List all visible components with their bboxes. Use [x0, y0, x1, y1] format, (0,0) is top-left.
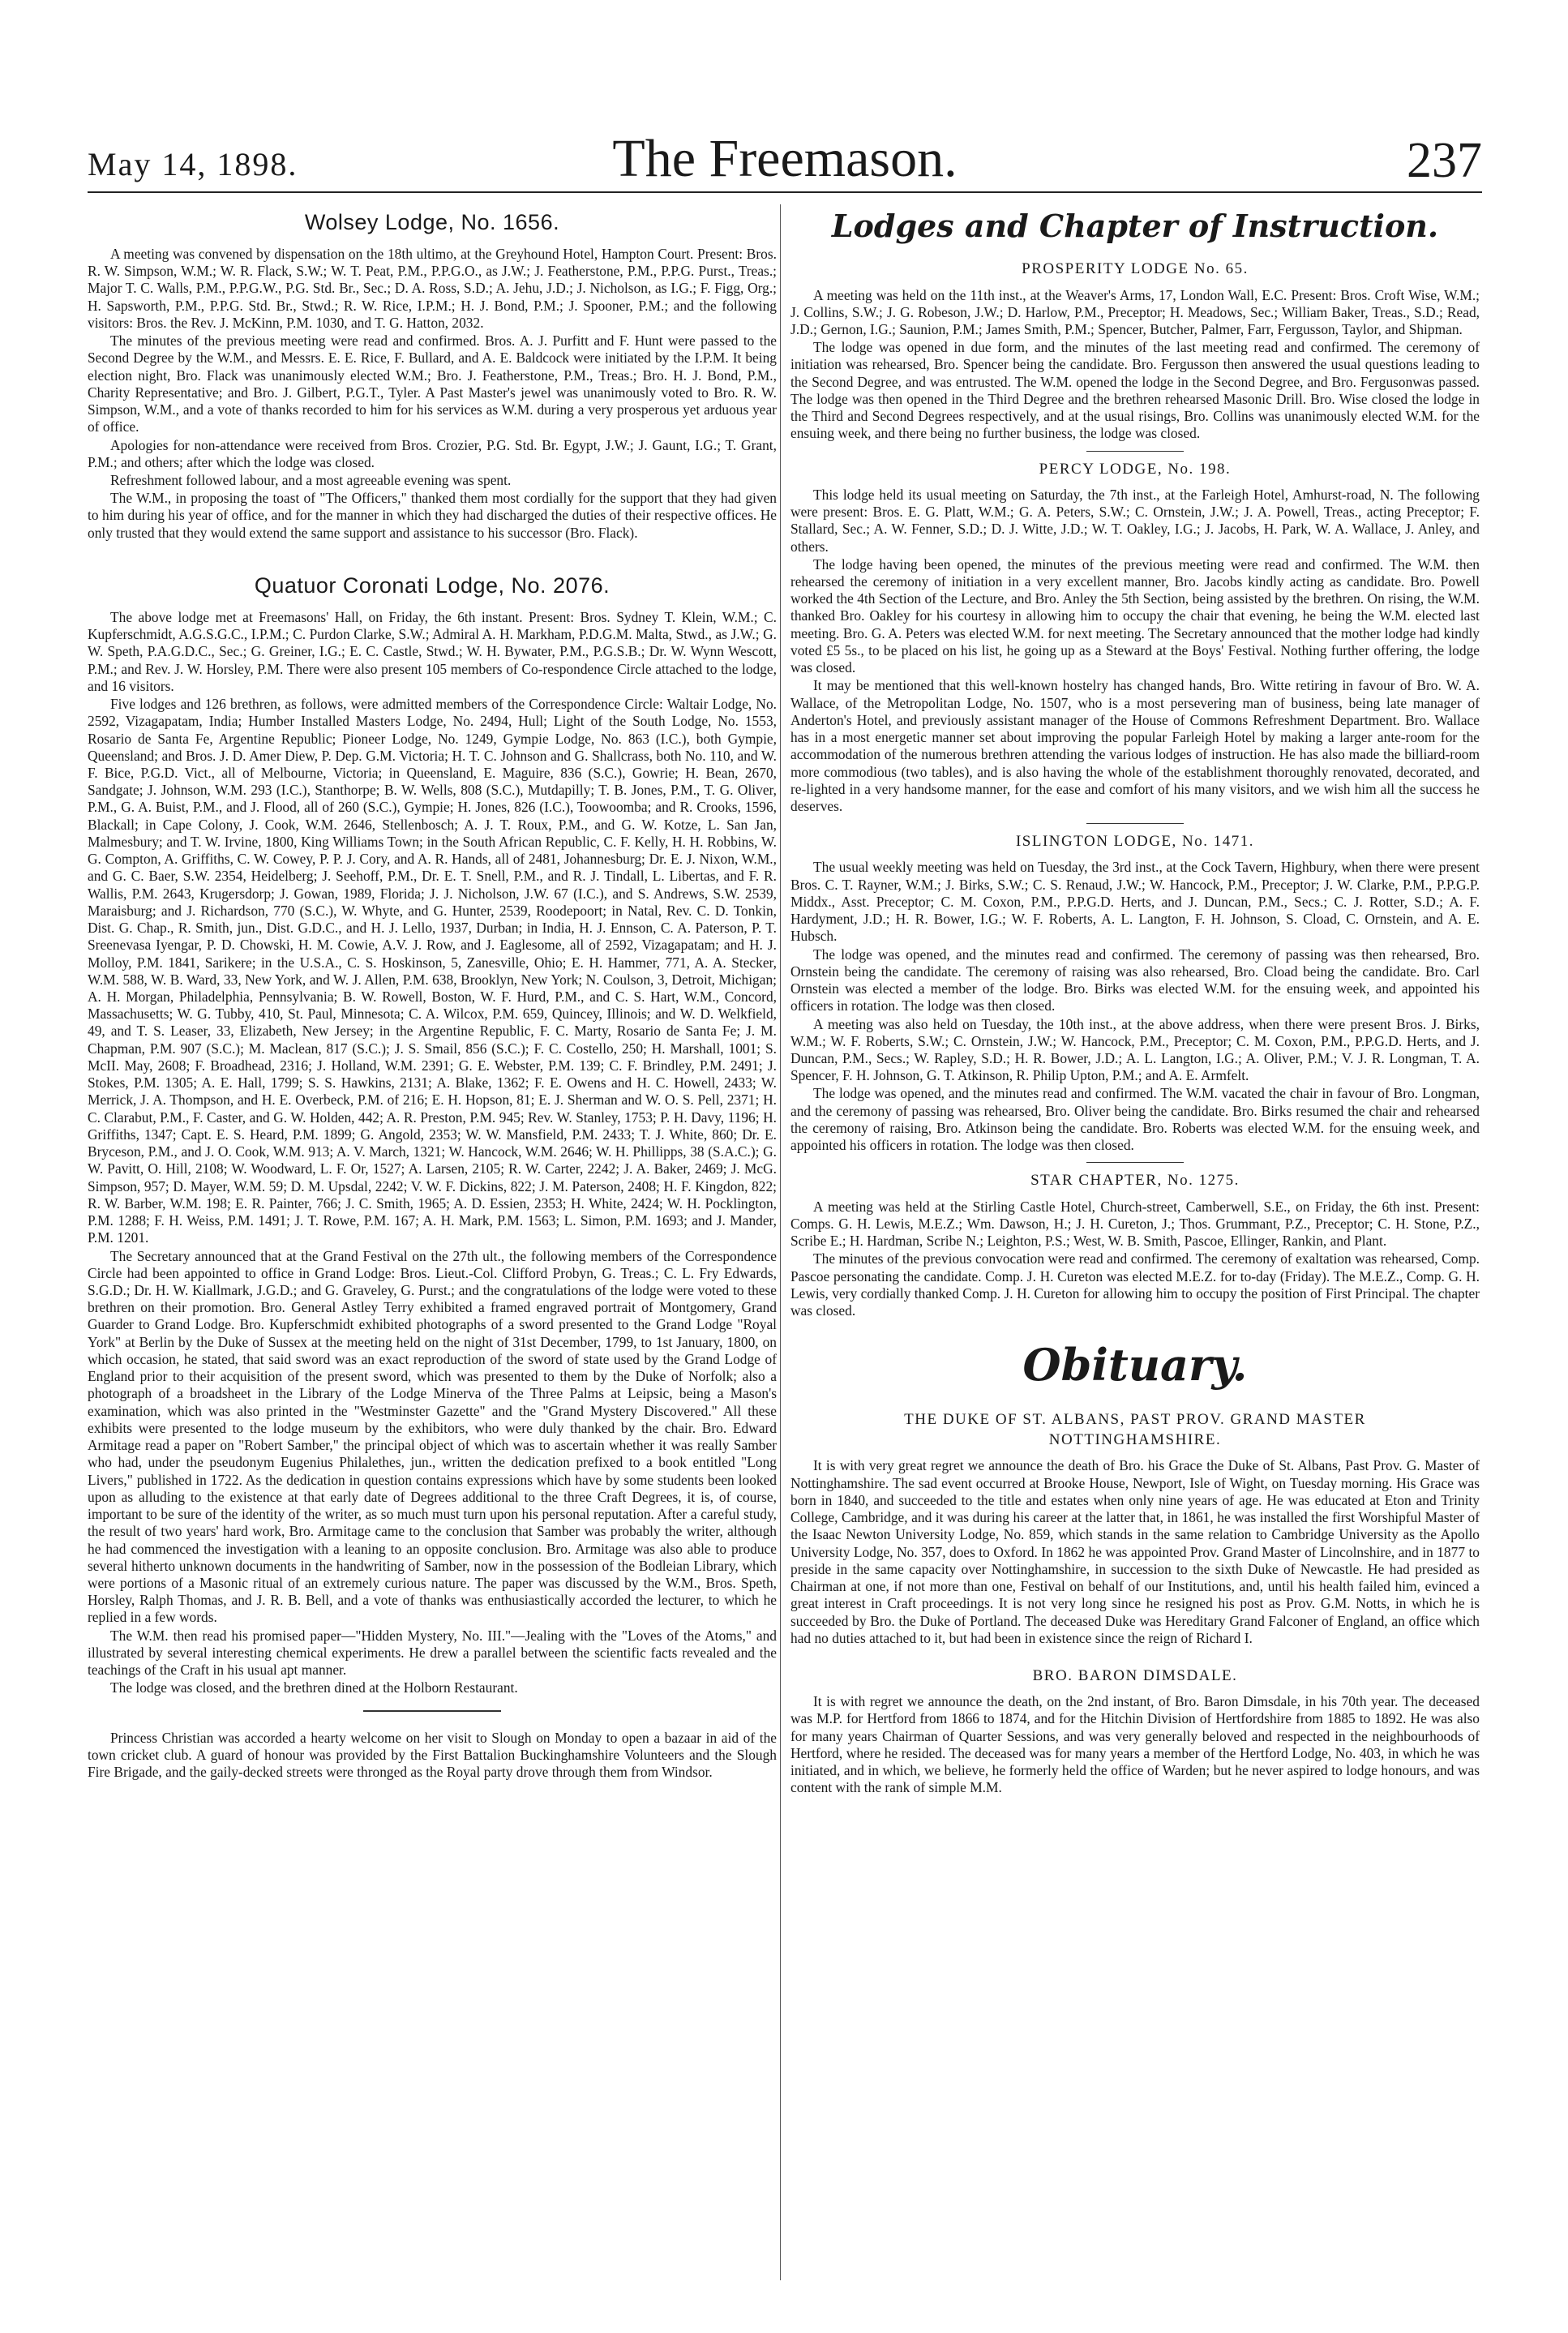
baron-obituary-paragraph: It is with regret we announce the death, on the 2nd instant, of Bro. Baron Dimsdale, in his 70th year. The deceased was M.P. for Hertford from 1866 to 1874, and for the Hitchin Division of Hertfordshire from 1885 to 1892. He was also for many years Chairman of Quarter Sessions, and was very generally beloved and respected in the neighbourhoods of Hertford, where he resided. The deceased was for many years a member of the Hertford Lodge, No. 403, in which he was initiated, and in which, we believe, he formerly held the office of Warden; but he never aspired to lodge honours, and was content with the rank of simple M.M. — [790, 1693, 1480, 1796]
star-paragraph: The minutes of the previous convocation were read and confirmed. The ceremony of exaltation was rehearsed, Comp. Pascoe personating the candidate. Comp. J. H. Cureton was elected M.E.Z. for to-day (Friday). The M.E.Z., Comp. G. H. Lewis, very cordially thanked Comp. J. H. Cureton for allowing him to occupy the position of First Principal. The chapter was closed. — [790, 1250, 1480, 1319]
quatuor-coronati-title: Quatuor Coronati Lodge, No. 2076. — [254, 573, 610, 598]
header-rule — [88, 191, 1482, 193]
percy-paragraph: The lodge having been opened, the minutes of the previous meeting were read and confirmed. The W.M. then rehearsed the ceremony of initiation in a very excellent manner, Bro. Jacobs kindly acting as candidate. Bro. Powell worked the 4th Section of the Lecture, and Bro. Anley the 5th Section, being assisted by the brethren. On rising, the W.M. thanked Bro. Oakley for his courtesy in allowing him to occupy the chair that evening, he being the W.M. elected last meeting. Bro. G. A. Peters was elected W.M. for next meeting. The Secretary announced that the mother lodge had kindly voted £5 5s., to be placed on his list, he going up as a Steward at the Boys' Festival. Nothing further offering, the lodge was closed. — [790, 555, 1480, 676]
duke-title-line1: THE DUKE OF ST. ALBANS, PAST PROV. GRAND MASTER — [904, 1411, 1366, 1429]
wolsey-paragraph: Apologies for non-attendance were received from Bros. Crozier, P.G. Std. Br. Egypt, J.W.; J. Gaunt, I.G.; T. Grant, P.M.; and others; after which the lodge was closed. — [88, 436, 777, 470]
prosperity-paragraph: A meeting was held on the 11th inst., at the Weaver's Arms, 17, London Wall, E.C. Present: Bros. Croft Wise, W.M.; J. Collins, S.W.; J. G. Robeson, J.W.; D. Harlow, P.M., Preceptor; H. Meadows, Sec.; William Baker, Treas., S.D.; Read, J.D.; Gernon, I.G.; Saunion, P.M.; James Smith, P.M.; Spencer, Butcher, Palmer, Farr, Fergusson, Taylor, and Shipman. — [790, 286, 1480, 337]
percy-paragraph: This lodge held its usual meeting on Saturday, the 7th inst., at the Farleigh Hotel, Amhurst-road, N. The following were present: Bros. E. G. Platt, W.M.; G. A. Peters, S.W.; C. Ornstein, J.W.; J. A. Powell, Treas., acting Preceptor; F. Stallard, Sec.; A. W. Fenner, S.D.; D. J. Witte, J.D.; W. T. Oakley, I.G.; J. Jacobs, H. Park, W. A. Wallace, J. Anley, and others. — [790, 486, 1480, 555]
wolsey-lodge-title: Wolsey Lodge, No. 1656. — [304, 210, 560, 234]
wolsey-paragraph: The W.M., in proposing the toast of "The Officers," thanked them most cordially for the support that they had given to him during his year of office, and for the manner in which they had discharged the duties of their respective offices. He only trusted that they would extend the same support and assistance to his successor (Bro. Flack). — [88, 490, 777, 541]
islington-lodge-title: ISLINGTON LODGE, No. 1471. — [1015, 833, 1255, 851]
islington-paragraph: The usual weekly meeting was held on Tuesday, the 3rd inst., at the Cock Tavern, Highbury, when there were present Bros. C. T. Rayner, W.M.; J. Birks, S.W.; C. S. Renaud, J.W.; W. Hancock, P.M., Preceptor; J. W. Clarke, P.M., P.P.G.P. Middx., Asst. Preceptor; C. M. Coxon, P.M., P.P.G.D. Herts, and J. Duncan, P.M., Secs.; C. J. Rotter, S.D.; A. F. Hardyment, J.D.; H. R. Bower, I.G.; W. F. Roberts, A. L. Langton, F. H. Johnson, S. Cload, C. Ornstein, and A. E. Hubsch. — [790, 859, 1480, 945]
islington-paragraph: A meeting was also held on Tuesday, the 10th inst., at the above address, when there were present Bros. J. Birks, W.M.; W. F. Roberts, S.W.; C. Ornstein, J.W.; W. Hancock, P.M., Preceptor; C. M. Coxon, P.M., P.P.G.D. Herts, and J. Duncan, P.M., Secs.; W. Rapley, S.D.; H. R. Bower, J.D.; A. L. Langton, I.G.; A. Oliver, P.M.; V. J. R. Longman, T. A. Spencer, F. H. Johnson, G. T. Atkinson, R. Philip Upton, P.M.; and A. E. Armfelt. — [790, 1015, 1480, 1084]
percy-lodge-title: PERCY LODGE, No. 198. — [1039, 460, 1232, 478]
quatuor-paragraph: Five lodges and 126 brethren, as follows, were admitted members of the Correspondence Circle: Waltair Lodge, No. 2592, Vizagapatam, India; Humber Installed Masters Lodge, No. 2494, Hull; Light of the South Lodge, No. 1553, Rosario de Santa Fe, Argentine Republic; Pioneer Lodge, No. 1249, Gympie Lodge, No. 863 (I.C.), both Gympie, Queensland; and Bros. J. D. Amer Diew, P. Dep. G.M. Victoria; H. T. C. Johnson and G. Shallcrass, both No. 110, and W. F. Bice, P.G.D. Vict., all of Melbourne, Victoria; in Queensland, E. Maguire, 836 (S.C.), Gowrie; H. Bean, 2670, Sandgate; J. Johnson, W.M. 293 (I.C.), Stanthorpe; B. W. Wells, 808 (S.C.), Mutdapilly; T. B. Jones, P.M., T. G. Oliver, P.M., G. A. Buist, P.M., and J. Flood, all of 260 (S.C.), Gympie; H. Jones, 826 (I.C.), Toowoomba; and R. Crooks, 1596, Blackall; in Cape Colony, J. Cook, W.M. 2646, Stellenbosch; A. J. T. Roux, P.M., and G. W. Kotze, L. San Jan, Malmesbury; and T. W. Irvine, 1800, King Williams Town; in the South African Republic, C. F. Kelly, H. H. Robbins, W. G. Compton, A. Griffiths, C. W. Cowey, P. P. J. Cory, and A. R. Hands, all of 2481, Johannesburg; Dr. E. J. Nixon, W.M., and G. C. Baer, S.W. 2354, Heidelberg; J. Seehoff, P.M., Dr. E. T. Snell, P.M., and R. J. Tindall, L. Libertas, and F. R. Wallis, P.M. 2643, Krugersdorp; J. Gowan, 1989, Florida; J. J. Nicholson, J.W. 67 (I.C.), and S. Andrews, S.W. 2539, Maraisburg; and J. Richardson, 770 (S.C.), W. Whyte, and G. Hunter, 2539, Roodepoort; in Natal, Rev. C. D. Tonkin, Dist. G. Chap., R. Smith, jun., Dist. G.D.C., and H. J. Lello, 1937, Durban; in India, H. J. Ennson, C. A. Paterson, P. T. Sreenevasa Iyengar, P. D. Chowski, H. M. Cowie, A.V. J. Row, and J. Eaglesome, all of 2592, Vizagapatam; and H. J. Molloy, P.M. 1841, Sarikere; in the U.S.A., C. S. Hoskinson, 5, Zanesville, Ohio; E. H. Hammer, 771, A. A. Stecker, W.M. 588, W. B. Ward, 33, New York, and W. J. Allen, P.M. 638, Brooklyn, New York; N. Coulson, 3, Detroit, Michigan; A. H. Morgan, Philadelphia, Pennsylvania; B. W. Rowell, Boston, W. F. Hurd, P.M., and C. S. Hart, W.M., Concord, Massachusetts; W. G. Tubby, 410, St. Paul, Minnesota; C. A. Wilcox, P.M. 659, Quincey, Illinois; and W. D. Welkfield, 49, and T. S. Leaser, 33, Elizabeth, New Jersey; in the Argentine Republic, F. C. Marty, Rosario de Santa Fe; J. M. Chapman, P.M. 907 (S.C.); M. Maclean, 817 (S.C.); J. S. Smail, 856 (S.C.); F. C. Costello, 250; H. Marshall, 1001; S. McII. May, 2608; F. Broadhead, 2316; J. Holland, W.M. 2391; G. E. Webster, P.M. 139; C. F. Brindley, P.M. 2491; J. Stokes, P.M. 1305; A. E. Hall, 1799; S. S. Hawkins, 2131; A. Blake, 1362; F. E. Owens and H. C. Howell, 2433; W. Merrick, J. A. Thompson, and H. E. Overbeck, P.M. of 216; E. H. Hopson, 81; E. J. Sherman and W. O. S. Pell, 2371; H. C. Clarabut, P.M., F. Caster, and G. W. Holden, 442; A. R. Preston, P.M. 945; Rev. W. Stanley, 1753; P. H. Davy, 1196; H. Griffiths, 1347; Capt. E. S. Heard, P.M. 1899; G. Angold, 2353; W. W. Mansfield, P.M. 2433; T. J. White, 860; Dr. E. Bryceson, P.M., and J. O. Cook, W.M. 913; A. V. March, 1321; W. Hancock, W.M. 2646; W. H. Phillipps, 38 (S.A.C.); G. W. Pavitt, O. Hill, 2108; W. Woodward, L. F. Or, 1527; A. Larsen, 2105; R. W. Carter, 2242; J. A. Baker, 2469; J. McG. Simpson, 957; D. Mayer, W.M. 59; D. M. Upsdal, 2242; V. W. F. Dickins, 822; J. M. Paterson, 2408; H. F. Kingdon, 822; R. W. Barber, W.M. 198; E. R. Painter, 766; J. C. Smith, 1965; A. D. Essien, 2353; H. White, 2424; W. H. Pocklington, P.M. 1288; F. H. Weiss, P.M. 1491; J. T. Rowe, P.M. 167; A. H. Mark, P.M. 1563; L. Simon, P.M. 1693; and J. Mander, P.M. 1201. — [88, 696, 777, 1246]
islington-paragraph: The lodge was opened, and the minutes read and confirmed. The W.M. vacated the chair in favour of Bro. Longman, and the ceremony of passing was rehearsed, Bro. Oliver being the candidate. Bro. Birks resumed the chair and rehearsed the ceremony of raising, Bro. Atkinson being the candidate. Bro. Roberts was elected W.M. for the ensuing week, and appointed his officers in rotation. The lodge was then closed. — [790, 1085, 1480, 1154]
page-number: 237 — [1407, 133, 1482, 188]
newspaper-title: The Freemason. — [612, 129, 958, 188]
obituary-heading: Obituary. — [1022, 1339, 1248, 1392]
quatuor-paragraph: The Secretary announced that at the Grand Festival on the 27th ult., the following members of the Correspondence Circle had been appointed to office in Grand Lodge: Bros. Lieut.-Col. Clifford Probyn, G. Treas.; C. L. Fry Edwards, S.G.D.; Dr. H. W. Kiallmark, J.G.D.; and G. Graveley, G. Purst.; and the congratulations of the lodge were voted to these brethren on their promotion. Bro. General Astley Terry exhibited a framed engraved portrait of Montgomery, Grand Guarder to Grand Lodge. Bro. Kupferschmidt exhibited photographs of a sword presented to the Grand Lodge "Royal York" at Berlin by the Duke of Sussex at the meeting held on the night of 31st December, 1799, to 1st January, 1800, on which occasion, he stated, that said sword was an exact reproduction of the sword of state used by the Grand Lodge of England prior to their acquisition of the present sword, which was presented to them by the Duke of Norfolk; also a photograph of a broadsheet in the Library of the Lodge Minerva of the Three Palms at Leipsic, being a Mason's examination, which was also printed in the "Westminster Gazette" and the "Grand Mystery Discovered." All these exhibits were presented to the lodge museum by the exhibitors, who were duly thanked by the chair. Bro. Edward Armitage read a paper on "Robert Samber," the principal object of which was to ascertain whether it was really Samber who had, under the pseudonym Eugenius Philalethes, jun., written the dedication prefixed to a book entitled "Long Livers," published in 1722. As the dedication in question contains expressions which have by some students been looked upon as alluding to the existence at that early date of Degrees additional to the three Craft Degrees, it is, of course, important to be sure of the identity of the writer, as so much must turn upon his personal reputation. After a careful study, the result of two years' hard work, Bro. Armitage came to the conclusion that Samber was probably the writer, although he had commenced the investigation with a leaning to an opposite conclusion. Bro. Armitage was also able to produce several hitherto unknown documents in the handwriting of Samber, now in the possession of the Bodleian Library, which were portions of a Masonic ritual of an extremely curious nature. The paper was discussed by the W.M., Bros. Speth, Horsley, Ralph Thomas, and J. R. B. Bell, and a vote of thanks was enthusiastically accorded the lecturer, to which he replied in a few words. — [88, 1247, 777, 1626]
islington-paragraph: The lodge was opened, and the minutes read and confirmed. The ceremony of passing was then rehearsed, Bro. Ornstein being the candidate. The ceremony of raising was also rehearsed, Bro. Cload being the candidate. Bro. Carl Ornstein was elected a member of the lodge. Bro. Birks was elected W.M. for the ensuing week, and appointed his officers in rotation. The lodge was then closed. — [790, 946, 1480, 1014]
section-divider — [1086, 451, 1184, 452]
prosperity-paragraph: The lodge was opened in due form, and the minutes of the last meeting read and confirmed. The ceremony of initiation was rehearsed, Bro. Spencer being the candidate. Bro. Fergusson then answered the usual questions leading to the Second Degree, and was entrusted. The W.M. opened the lodge in the Second Degree, and Bro. Fergusonwas passed. The lodge was then opened in the Third Degree and the brethren rehearsed Masonic Drill. Bro. Wise closed the lodge in the Third and Second Degrees respectively, and at the usual risings, Bro. Collins was unanimously elected W.M. for the ensuing week, and there being no further business, the lodge was closed. — [790, 339, 1480, 442]
quatuor-paragraph: The lodge was closed, and the brethren dined at the Holborn Restaurant. — [110, 1679, 518, 1696]
masthead — [88, 122, 1482, 187]
column-divider — [780, 204, 781, 2280]
baron-dimsdale-title: BRO. BARON DIMSDALE. — [1032, 1667, 1238, 1685]
duke-obituary-paragraph: It is with very great regret we announce the death of Bro. his Grace the Duke of St. Albans, Past Prov. G. Master of Nottinghamshire. The sad event occurred at Brooke House, Newport, Isle of Wight, on Tuesday morning. His Grace was born in 1840, and succeeded to the title and estates when only nine years of age. He was educated at Eton and Trinity College, Cambridge, and it was during his career at the latter that, in 1861, he was installed the first Worshipful Master of the Isaac Newton University Lodge, No. 859, which stands in the same relation to Cambridge University as the Apollo University Lodge, No. 357, does to Oxford. In 1862 he was appointed Prov. Grand Master of Lincolnshire, and in 1877 to preside in the same capacity over Nottinghamshire, in succession to the sixth Duke of Newcastle. He had presided as Chairman at one, if not more than one, Festival on behalf of our Institutions, and, until his health failed him, evinced a great interest in Craft proceedings. It is not very long since he resigned his post as Prov. G.M. Notts, in which he is succeeded by Bro. the Duke of Portland. The deceased Duke was Hereditary Grand Falconer of England, an office which had no duties attached to it, but had been in existence since the reign of Richard I. — [790, 1457, 1480, 1646]
wolsey-paragraph: Refreshment followed labour, and a most agreeable evening was spent. — [110, 471, 512, 488]
duke-title-line2: NOTTINGHAMSHIRE. — [1048, 1431, 1222, 1449]
princess-christian-note: Princess Christian was accorded a hearty welcome on her visit to Slough on Monday to open a bazaar in aid of the town cricket club. A guard of honour was provided by the First Battalion Buckinghamshire Volunteers and the Slough Fire Brigade, and the gaily-decked streets were thronged as the Royal party drove through them from Windsor. — [88, 1729, 777, 1781]
section-divider — [1086, 823, 1184, 824]
note-divider — [363, 1710, 501, 1712]
right-column — [790, 204, 1480, 2313]
prosperity-lodge-title: PROSPERITY LODGE No. 65. — [1022, 260, 1249, 278]
quatuor-paragraph: The W.M. then read his promised paper—"Hidden Mystery, No. III."—Jealing with the "Loves of the Atoms," and illustrated by several interesting chemical experiments. He drew a parallel between the scientific facts revealed and the teachings of the Craft in his usual apt manner. — [88, 1627, 777, 1679]
wolsey-paragraph: The minutes of the previous meeting were read and confirmed. Bros. A. J. Purfitt and F. Hunt were passed to the Second Degree by the W.M., and Messrs. E. E. Rice, F. Bullard, and A. E. Baldcock were initiated by the I.P.M. It being election night, Bro. Flack was unanimously elected W.M.; Bro. J. Featherstone, P.M., Treas.; Bro. H. J. Bond, P.M., Charity Representative; and Bro. J. Gilbert, P.G.T., Tyler. A Past Master's jewel was unanimously voted to Bro. R. W. Simpson, W.M., and a vote of thanks recorded to him for his services as W.M. during a very prosperous yet arduous year of office. — [88, 332, 777, 435]
wolsey-paragraph: A meeting was convened by dispensation on the 18th ultimo, at the Greyhound Hotel, Hampton Court. Present: Bros. R. W. Simpson, W.M.; W. R. Flack, S.W.; W. T. Peat, P.M., P.P.G.O., as J.W.; J. Featherstone, P.M., P.P.G. Purst., Treas.; Major T. C. Walls, P.M., P.P.G.W., P.G. Std. Br., Sec.; D. A. Ross, S.D.; A. Jehu, J.D.; J. Nicholson, as I.G.; F. Figg, Org.; H. Sapsworth, P.M., P.P.G. Std. Br., Stwd.; R. W. Rice, I.P.M.; H. J. Bond, P.M.; J. Spooner, P.M.; and the following visitors: Bros. the Rev. J. McKinn, P.M. 1030, and T. G. Hatton, 2032. — [88, 245, 777, 331]
quatuor-paragraph: The above lodge met at Freemasons' Hall, on Friday, the 6th instant. Present: Bros. Sydney T. Klein, W.M.; C. Kupferschmidt, A.G.S.G.C., I.P.M.; C. Purdon Clarke, S.W.; Admiral A. H. Markham, P.D.G.M. Malta, Stwd., as J.W.; G. W. Speth, P.A.G.D.C., Sec.; G. Greiner, I.G.; E. C. Castle, Stwd.; W. H. Bywater, P.M., P.G.S.B.; Dr. W. Wynn Wescott, P.M.; and Rev. J. W. Horsley, P.M. There were also present 105 members of Co-respondence Circle attached to the lodge, and 16 visitors. — [88, 608, 777, 694]
percy-paragraph: It may be mentioned that this well-known hostelry has changed hands, Bro. Witte retiring in favour of Bro. W. A. Wallace, of the Metropolitan Lodge, No. 1507, who is a most persevering man of business, being late manager of Anderton's Hotel, and previously assistant manager of the House of Commons Refreshment Department. Bro. Wallace has in a most energetic manner set about improving the popular Farleigh Hotel by making a larger ante-room for the accommodation of the numerous brethren attending the various lodges of instruction. He has also made the billiard-room more commodious (two tables), and is also having the whole of the establishment thoroughly renovated, decorated, and re-lighted in a very handsome manner, for the ease and comfort of his many visitors, and we wish him all the success he deserves. — [790, 677, 1480, 815]
issue-date: May 14, 1898. — [88, 146, 298, 182]
star-chapter-title: STAR CHAPTER, No. 1275. — [1030, 1172, 1240, 1190]
section-divider — [1086, 1162, 1184, 1163]
lodges-instruction-heading: Lodges and Chapter of Instruction. — [831, 208, 1439, 244]
star-paragraph: A meeting was held at the Stirling Castle Hotel, Church-street, Camberwell, S.E., on Friday, the 6th inst. Present: Comps. G. H. Lewis, M.E.Z.; Wm. Dawson, H.; J. H. Cureton, J.; Thos. Grummant, P.Z., Preceptor; C. H. Stone, P.Z., Scribe E.; H. Hardman, Scribe N.; Leighton, P.S.; West, W. B. Smith, Pascoe, Ellinger, Rankin, and Plant. — [790, 1198, 1480, 1250]
left-column — [88, 204, 777, 2313]
